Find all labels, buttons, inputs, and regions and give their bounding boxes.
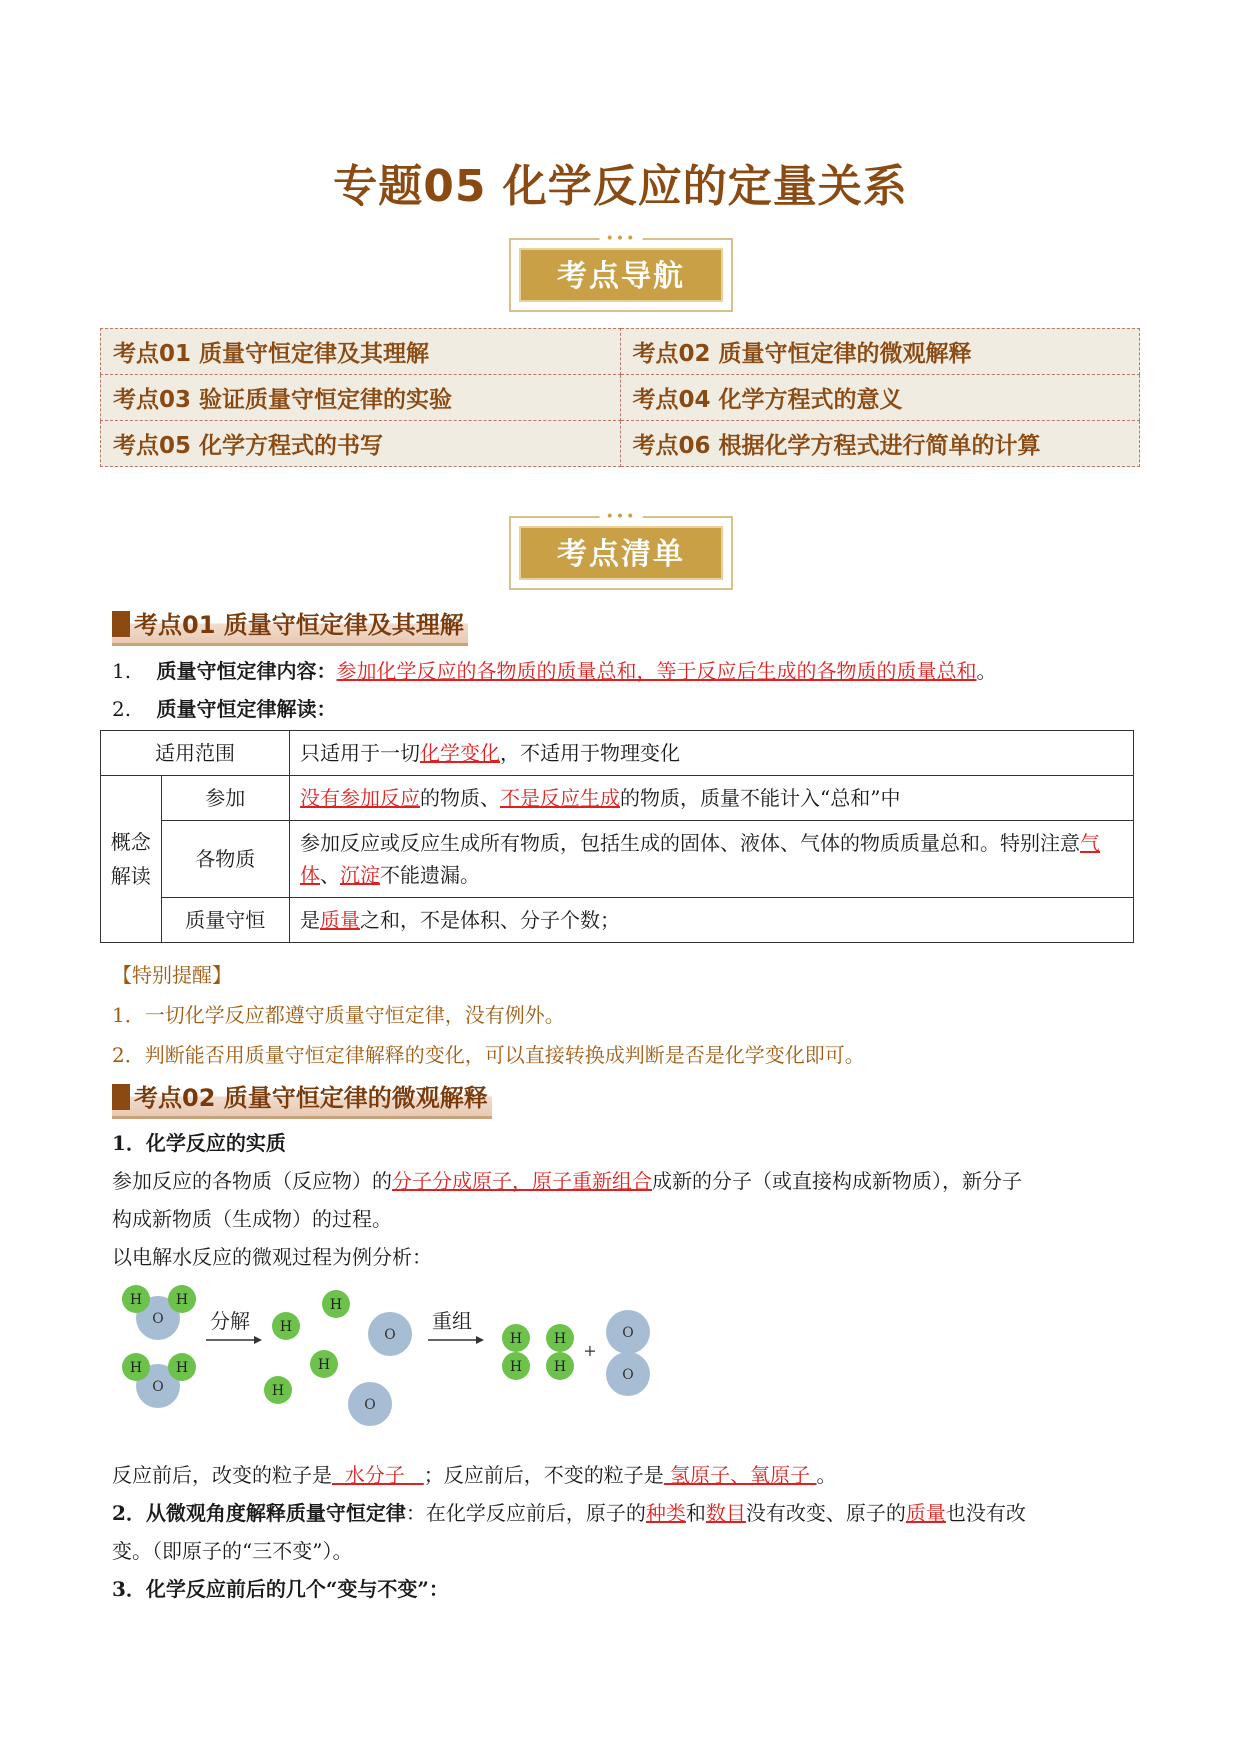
particle-change-line: 反应前后，改变的粒子是 水分子 ；反应前后，不变的粒子是 氢原子、氧原子 。 — [112, 1463, 837, 1487]
reminder-2: 2．判断能否用质量守恒定律解释的变化，可以直接转换成判断是否是化学变化即可。 — [112, 1043, 865, 1067]
atom-label: O — [364, 1397, 376, 1413]
atom-label: H — [129, 1360, 143, 1376]
section-heading-1: 考点01 质量守恒定律及其理解 — [112, 607, 468, 646]
nav-item-2[interactable]: 考点02 质量守恒定律的微观解释 — [620, 329, 1140, 375]
topic-nav-table — [100, 328, 1140, 467]
electrolysis-diagram — [108, 1284, 668, 1434]
atom-label: O — [152, 1379, 164, 1395]
plus-sign: + — [583, 1341, 597, 1360]
participate-cell: 没有参加反应的物质、不是反应生成的物质，质量不能计入“总和”中 — [290, 776, 1134, 821]
essence-line-2: 构成新物质（生成物）的过程。 — [112, 1207, 392, 1231]
essence-line-3: 以电解水反应的微观过程为例分析： — [112, 1245, 432, 1269]
interpretation-line: 2. 质量守恒定律解读： — [112, 697, 337, 721]
atom-label: H — [553, 1331, 567, 1347]
definition-line: 1. 质量守恒定律内容：参加化学反应的各物质的质量总和，等于反应后生成的各物质的质量总和。 — [112, 659, 997, 683]
atom-label: H — [317, 1357, 331, 1373]
list-banner — [509, 509, 733, 590]
heading-square-icon — [112, 611, 130, 637]
nav-item-3[interactable]: 考点03 验证质量守恒定律的实验 — [101, 375, 621, 421]
scope-cell: 只适用于一切化学变化，不适用于物理变化 — [290, 731, 1134, 776]
atom-label: H — [175, 1360, 189, 1376]
nav-banner — [509, 231, 733, 312]
substances-cell: 参加反应或反应生成所有物质，包括生成的固体、液体、气体的物质质量总和。特别注意气体、沉淀不能遗漏。 — [290, 821, 1134, 898]
scope-label: 适用范围 — [101, 731, 290, 776]
nav-item-1[interactable]: 考点01 质量守恒定律及其理解 — [101, 329, 621, 375]
atom-label: H — [175, 1292, 189, 1308]
essence-line-1: 参加反应的各物质（反应物）的分子分成原子，原子重新组合成新的分子（或直接构成新物质），新分子 — [112, 1169, 1022, 1193]
reminder-1: 1．一切化学反应都遵守质量守恒定律，没有例外。 — [112, 1003, 565, 1027]
answer-definition: 参加化学反应的各物质的质量总和，等于反应后生成的各物质的质量总和 — [336, 659, 977, 683]
list-banner-label: 考点清单 — [519, 526, 723, 580]
atom-label: O — [384, 1327, 396, 1343]
nav-item-6[interactable]: 考点06 根据化学方程式进行简单的计算 — [620, 421, 1140, 467]
atom-label: H — [509, 1331, 523, 1347]
conservation-cell: 是质量之和，不是体积、分子个数； — [290, 898, 1134, 943]
heading-square-icon — [112, 1084, 130, 1110]
banner-dots: ••• — [600, 510, 643, 524]
atom-label: H — [509, 1359, 523, 1375]
essence-title: 1．化学反应的实质 — [112, 1131, 286, 1155]
nav-item-5[interactable]: 考点05 化学方程式的书写 — [101, 421, 621, 467]
atom-label: H — [279, 1319, 293, 1335]
atom-label: H — [553, 1359, 567, 1375]
concept-label: 概念解读 — [101, 776, 162, 943]
conservation-label: 质量守恒 — [161, 898, 289, 943]
interpretation-table — [100, 730, 1134, 943]
reminder-title: 【特别提醒】 — [112, 963, 232, 987]
change-invariance-title: 3．化学反应前后的几个“变与不变”： — [112, 1577, 449, 1601]
atom-label: H — [129, 1292, 143, 1308]
banner-dots: ••• — [600, 232, 643, 246]
step-label-decompose: 分解 — [210, 1309, 250, 1333]
atom-label: H — [271, 1383, 285, 1399]
micro-explanation-line-1: 2．从微观角度解释质量守恒定律：在化学反应前后，原子的种类和数目没有改变、原子的质量也没有改 — [112, 1501, 1026, 1525]
micro-explanation-line-2: 变。（即原子的“三不变”）。 — [112, 1539, 353, 1563]
nav-banner-label: 考点导航 — [519, 248, 723, 302]
nav-item-4[interactable]: 考点04 化学方程式的意义 — [620, 375, 1140, 421]
atom-label: O — [622, 1325, 634, 1341]
atom-label: H — [329, 1297, 343, 1313]
arrow-head — [476, 1336, 484, 1344]
section-heading-2: 考点02 质量守恒定律的微观解释 — [112, 1080, 492, 1119]
participate-label: 参加 — [161, 776, 289, 821]
arrow-head — [254, 1336, 262, 1344]
atom-label: O — [622, 1367, 634, 1383]
substances-label: 各物质 — [161, 821, 289, 898]
step-label-recombine: 重组 — [432, 1309, 472, 1333]
page-title: 专题05 化学反应的定量关系 — [333, 161, 908, 212]
atom-label: O — [152, 1311, 164, 1327]
